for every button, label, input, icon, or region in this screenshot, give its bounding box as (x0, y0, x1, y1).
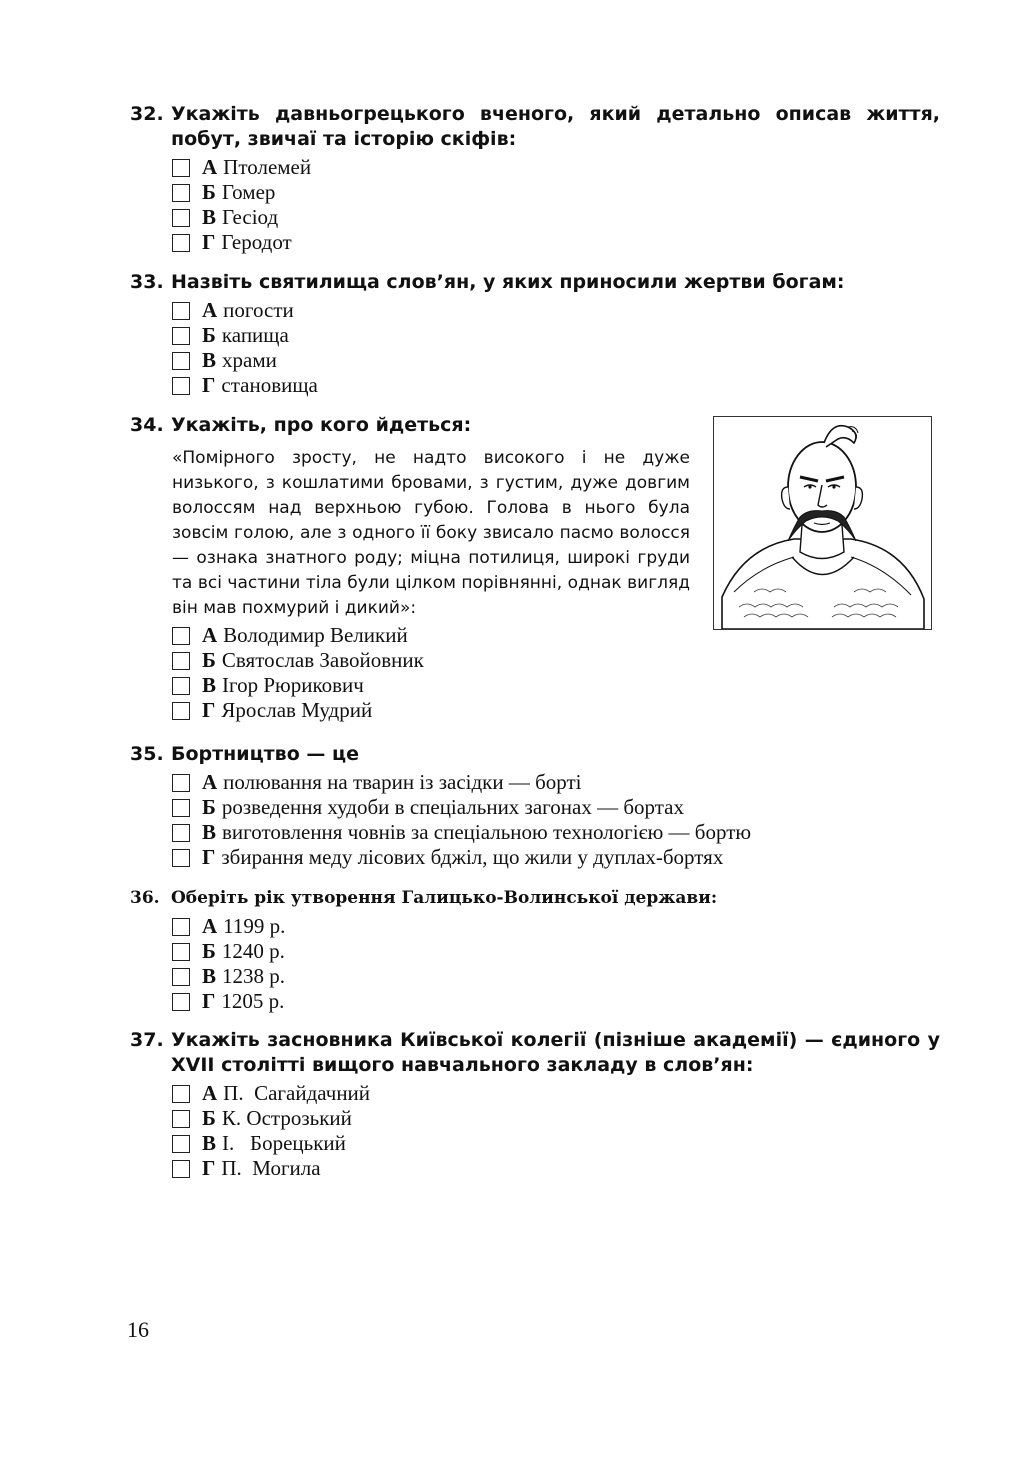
answer-option-v[interactable] (172, 205, 940, 230)
answer-option-v[interactable] (172, 1131, 940, 1156)
question-number: 34. (130, 414, 164, 436)
option-letter: В (202, 348, 217, 372)
answer-option-b[interactable] (172, 1106, 940, 1131)
checkbox[interactable] (172, 943, 190, 961)
option-letter: В (202, 964, 217, 988)
answer-option-b[interactable] (172, 939, 940, 964)
question-number: 36. (130, 888, 160, 908)
checkbox[interactable] (172, 824, 190, 842)
option-letter: Б (202, 648, 216, 672)
option-text: виготовлення човнів за спеціальною технологією — бортю (222, 820, 752, 844)
checkbox[interactable] (172, 352, 190, 370)
option-text: Гомер (221, 180, 276, 204)
answer-option-v[interactable] (172, 673, 940, 698)
question-number: 33. (130, 271, 164, 293)
question-header (130, 742, 940, 767)
answer-options (172, 770, 940, 870)
checkbox[interactable] (172, 677, 190, 695)
answer-option-g[interactable] (172, 230, 940, 255)
option-letter: В (202, 1131, 217, 1155)
option-letter: В (202, 205, 217, 229)
question-text: Оберіть рік утворення Галицько-Волинської держави: (171, 888, 718, 908)
answer-option-g[interactable] (172, 373, 940, 398)
checkbox[interactable] (172, 302, 190, 320)
option-text: Геродот (221, 230, 292, 254)
option-letter: Б (202, 795, 216, 819)
option-letter: Б (202, 1106, 216, 1130)
option-letter: В (202, 820, 217, 844)
checkbox[interactable] (172, 327, 190, 345)
option-text: капища (221, 323, 289, 347)
question-number: 35. (130, 743, 164, 765)
option-text: розведення худоби в спеціальних загонах — бортах (221, 795, 684, 819)
checkbox[interactable] (172, 1135, 190, 1153)
checkbox[interactable] (172, 652, 190, 670)
question-number: 37. (130, 1029, 164, 1051)
question-text: Укажіть засновника Київської колегії (пізніше академії) — єдиного у XVII столітті вищого навчального закладу в слов’ян: (171, 1029, 940, 1076)
option-text: Ярослав Мудрий (221, 698, 373, 722)
answer-option-a[interactable] (172, 155, 940, 180)
option-letter: В (202, 673, 217, 697)
answer-option-v[interactable] (172, 348, 940, 373)
checkbox[interactable] (172, 849, 190, 867)
answer-option-b[interactable] (172, 795, 940, 820)
answer-option-a[interactable] (172, 914, 940, 939)
option-letter: Г (202, 989, 216, 1013)
option-letter: А (202, 770, 218, 794)
portrait-illustration (713, 416, 932, 630)
answer-options (172, 914, 940, 1014)
answer-options (172, 155, 940, 255)
option-letter: Б (202, 939, 216, 963)
option-text: полювання на тварин із засідки — борті (223, 770, 582, 794)
option-letter: Б (202, 323, 216, 347)
answer-options (172, 298, 940, 398)
checkbox[interactable] (172, 1085, 190, 1103)
checkbox[interactable] (172, 159, 190, 177)
answer-option-g[interactable] (172, 1156, 940, 1181)
option-letter: Г (202, 698, 216, 722)
option-text: становища (221, 373, 318, 397)
question-text: Укажіть давньогрецького вченого, який детально описав життя, побут, звичаї та історію скіфів: (171, 103, 940, 150)
option-text: 1199 р. (223, 914, 286, 938)
question-36 (130, 886, 940, 1014)
question-header (130, 102, 940, 152)
option-text: Святослав Завойовник (221, 648, 424, 672)
answer-option-b[interactable] (172, 180, 940, 205)
checkbox[interactable] (172, 774, 190, 792)
option-letter: А (202, 155, 218, 179)
question-header (130, 1028, 940, 1078)
checkbox[interactable] (172, 627, 190, 645)
answer-option-g[interactable] (172, 698, 940, 723)
checkbox[interactable] (172, 799, 190, 817)
option-letter: А (202, 623, 218, 647)
option-text: храми (222, 348, 277, 372)
question-text: Укажіть, про кого йдеться: (171, 414, 472, 436)
checkbox[interactable] (172, 968, 190, 986)
quote-text: «Помірного зросту, не надто високого і не дуже низького, з кошлатими бровами, з густим, дуже довгим волоссям над верхньою губою. Голова в нього була зовсім голою, але з одного її боку звисало пасмо волосся — ознака знатного роду; міцна потилиця, широкі груди та всі частини тіла були цілком порівнянні, однак вигляд він мав похмурий і дикий»: (172, 448, 690, 618)
answer-option-a[interactable] (172, 770, 940, 795)
answer-option-a[interactable] (172, 1081, 940, 1106)
option-text: 1238 р. (222, 964, 286, 988)
option-text: 1240 р. (221, 939, 285, 963)
question-header (130, 886, 940, 911)
option-text: І. Борецький (222, 1131, 346, 1155)
option-letter: А (202, 914, 218, 938)
answer-option-a[interactable] (172, 298, 940, 323)
question-33 (130, 270, 940, 398)
checkbox[interactable] (172, 993, 190, 1011)
option-letter: Г (202, 230, 216, 254)
option-text: 1205 р. (221, 989, 285, 1013)
option-text: К. Острозький (221, 1106, 352, 1130)
answer-option-b[interactable] (172, 323, 940, 348)
option-letter: Б (202, 180, 216, 204)
checkbox[interactable] (172, 918, 190, 936)
option-text: Ігор Рюрикович (222, 673, 364, 697)
question-header (130, 270, 940, 295)
answer-option-v[interactable] (172, 964, 940, 989)
option-text: П. Сагайдачний (223, 1081, 371, 1105)
answer-option-b[interactable] (172, 648, 940, 673)
checkbox[interactable] (172, 234, 190, 252)
question-35 (130, 742, 940, 870)
option-letter: А (202, 1081, 218, 1105)
question-32 (130, 102, 940, 255)
answer-options (172, 623, 940, 723)
question-text: Бортництво — це (171, 743, 359, 765)
page-number: 16 (127, 1317, 149, 1342)
checkbox[interactable] (172, 1160, 190, 1178)
checkbox[interactable] (172, 184, 190, 202)
option-letter: Г (202, 845, 216, 869)
option-text: П. Могила (221, 1156, 321, 1180)
option-text: Гесіод (222, 205, 279, 229)
checkbox[interactable] (172, 702, 190, 720)
answer-option-v[interactable] (172, 820, 940, 845)
answer-options (172, 1081, 940, 1181)
checkbox[interactable] (172, 377, 190, 395)
warrior-portrait-icon (714, 417, 931, 629)
question-text: Назвіть святилища слов’ян, у яких приносили жертви богам: (171, 271, 845, 293)
option-text: погости (223, 298, 294, 322)
option-text: Володимир Великий (223, 623, 408, 647)
option-text: збирання меду лісових бджіл, що жили у дуплах-бортях (221, 845, 724, 869)
question-37 (130, 1028, 940, 1181)
option-letter: Г (202, 1156, 216, 1180)
option-text: Птолемей (223, 155, 312, 179)
checkbox[interactable] (172, 1110, 190, 1128)
question-number: 32. (130, 103, 164, 125)
answer-option-g[interactable] (172, 845, 940, 870)
option-letter: А (202, 298, 218, 322)
option-letter: Г (202, 373, 216, 397)
answer-option-g[interactable] (172, 989, 940, 1014)
checkbox[interactable] (172, 209, 190, 227)
